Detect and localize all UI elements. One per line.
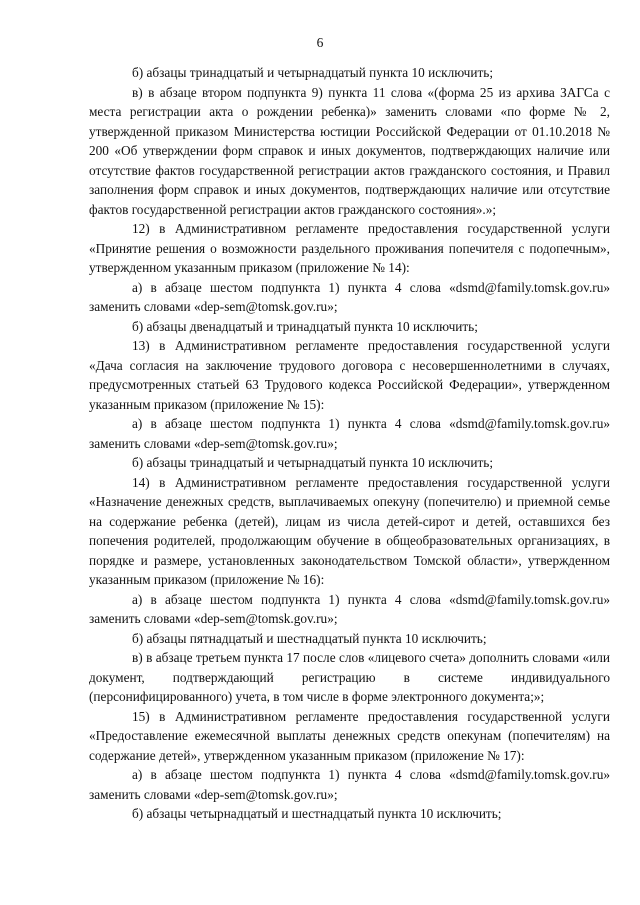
paragraph: 12) в Административном регламенте предоставления государственной услуги «Принятие решения о возможности раздельного проживания попечителя с подопечным», утвержденном указанным приказом (приложение № 14): bbox=[89, 221, 610, 275]
paragraph: б) абзацы пятнадцатый и шестнадцатый пункта 10 исключить; bbox=[132, 630, 487, 646]
paragraph: б) абзацы тринадцатый и четырнадцатый пункта 10 исключить; bbox=[132, 455, 494, 470]
page-number: 6 bbox=[316, 35, 324, 50]
paragraph: а) в абзаце шестом подпункта 1) пункта 4 слова «dsmd@family.tomsk.gov.ru» заменить словами «dep-sem@tomsk.gov.ru»; bbox=[89, 591, 610, 626]
paragraph: 14) в Административном регламенте предоставления государственной услуги «Назначение денежных средств, выплачиваемых опекуну (попечителю) и приемной семье на содержание ребенка (детей), лицам из числа детей-сирот и детей, оставшихся без попечения родителей, продолжающим обучение в общеобразовательных организациях, в порядке и размере, установленных законодательством Томской области», утвержденном указанным приказом (приложение № 16): bbox=[89, 474, 610, 587]
paragraph: а) в абзаце шестом подпункта 1) пункта 4 слова «dsmd@family.tomsk.gov.ru» заменить словами «dep-sem@tomsk.gov.ru»; bbox=[89, 767, 610, 802]
document-body bbox=[89, 63, 610, 824]
paragraph: б) абзацы двенадцатый и тринадцатый пункта 10 исключить; bbox=[132, 318, 478, 334]
paragraph: в) в абзаце третьем пункта 17 после слов «лицевого счета» дополнить словами «или документ, подтверждающий регистрацию в системе индивидуального (персонифицированного) учета, в том числе в форме электронного документа;»; bbox=[89, 650, 610, 704]
paragraph: а) в абзаце шестом подпункта 1) пункта 4 слова «dsmd@family.tomsk.gov.ru» заменить словами «dep-sem@tomsk.gov.ru»; bbox=[89, 279, 610, 314]
paragraph: б) абзацы четырнадцатый и шестнадцатый пункта 10 исключить; bbox=[132, 806, 502, 821]
paragraph: 15) в Административном регламенте предоставления государственной услуги «Предоставление ежемесячной выплаты денежных средств опекунам (попечителям) на содержание детей», утвержденном указанным приказом (приложение № 17): bbox=[89, 708, 610, 763]
paragraph: б) абзацы тринадцатый и четырнадцатый пункта 10 исключить; bbox=[132, 65, 494, 80]
paragraph: в) в абзаце втором подпункта 9) пункта 11 слова «(форма 25 из архива ЗАГСа с места регистрации акта о рождении ребенка)» заменить словами «по форме № 2, утвержденной приказом Министерства юстиции Российской Федерации от 01.10.2018 № 200 «Об утверждении форм справок и иных документов, подтверждающих наличие или отсутствие фактов государственной регистрации актов гражданского состояния, и Правил заполнения форм справок и иных документов, подтверждающих наличие или отсутствие фактов государственной регистрации актов гражданского состояния».»; bbox=[89, 84, 610, 217]
paragraph: 13) в Административном регламенте предоставления государственной услуги «Дача согласия на заключение трудового договора с несовершеннолетними в случаях, предусмотренных статьей 63 Трудового кодекса Российской Федерации», утвержденном указанным приказом (приложение № 15): bbox=[89, 338, 610, 412]
paragraph: а) в абзаце шестом подпункта 1) пункта 4 слова «dsmd@family.tomsk.gov.ru» заменить словами «dep-sem@tomsk.gov.ru»; bbox=[89, 416, 610, 451]
